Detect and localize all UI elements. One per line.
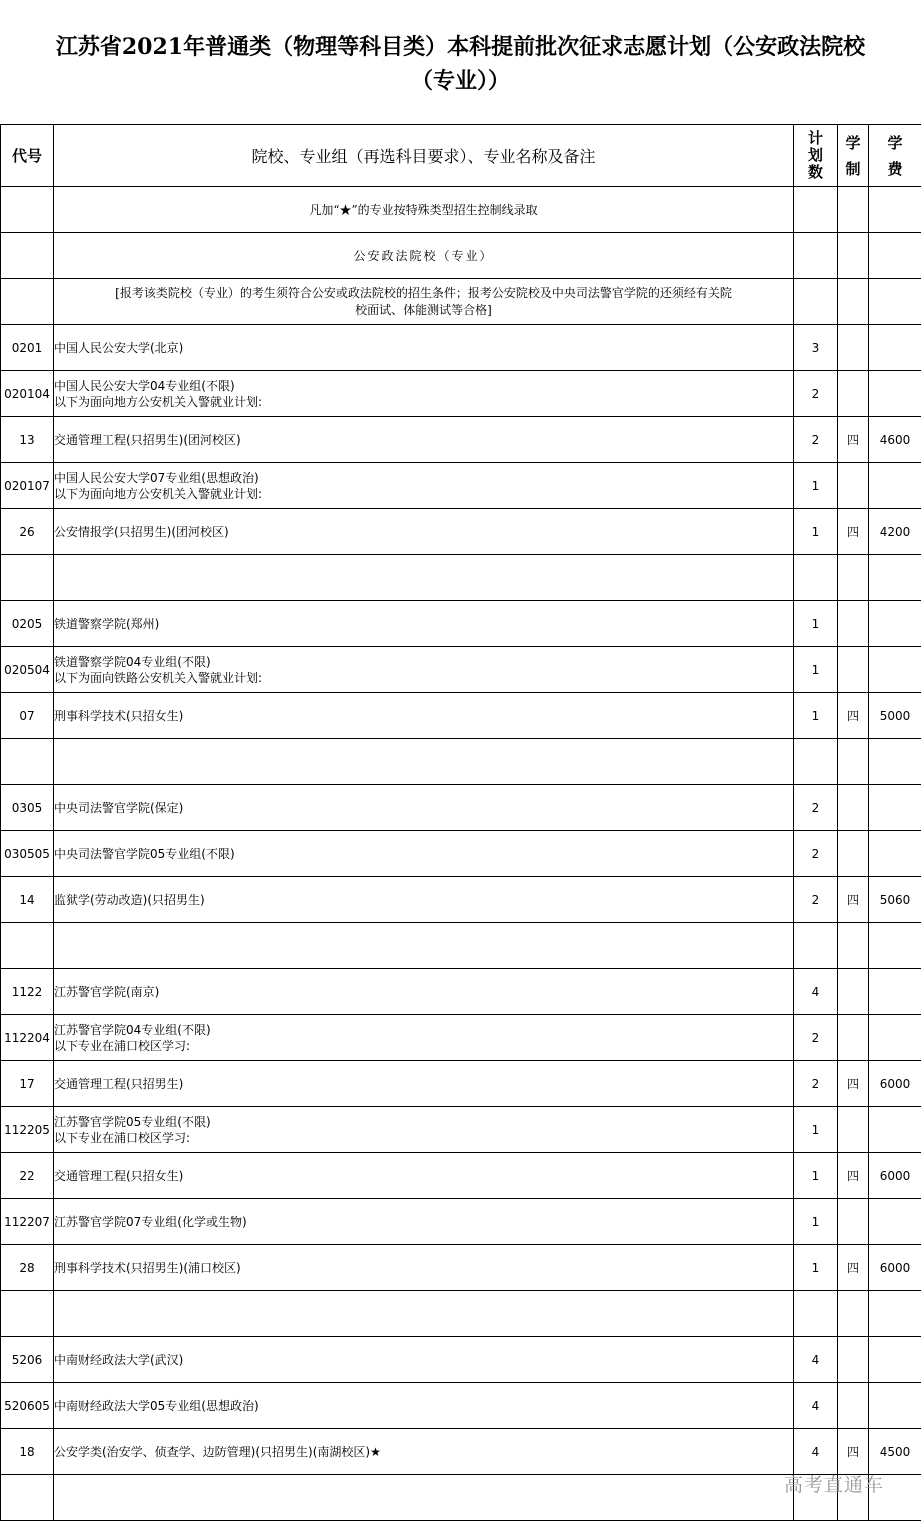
header-fee-char-2: 费 — [887, 159, 903, 178]
cell-name-line-2: 以下专业在浦口校区学习: — [54, 1130, 191, 1145]
cell-name-line-1: 中国人民公安大学07专业组(思想政治) — [54, 470, 259, 485]
table-row — [1, 1107, 921, 1153]
cell-name-line-1: 交通管理工程(只招男生)(团河校区) — [54, 432, 241, 447]
cell-fee — [869, 739, 921, 785]
cell-plan: 4 — [794, 1383, 838, 1429]
cell-plan: 1 — [794, 647, 838, 693]
cell-fee — [869, 1107, 921, 1153]
cell-duration: 四 — [838, 417, 869, 463]
cell-code: 07 — [1, 693, 54, 739]
header-plan-char-3: 数 — [807, 163, 823, 181]
cell-duration — [838, 969, 869, 1015]
cell-fee — [869, 371, 921, 417]
table-row — [1, 601, 921, 647]
table-row — [1, 739, 921, 785]
cell-fee — [869, 1199, 921, 1245]
cell-fee: 4500 — [869, 1429, 921, 1475]
cell-plan: 1 — [794, 601, 838, 647]
cell-name — [54, 1061, 794, 1107]
cell-name-line-1: 中国人民公安大学(北京) — [54, 340, 184, 355]
table-row — [1, 1383, 921, 1429]
cell-code: 112204 — [1, 1015, 54, 1061]
cell-name — [54, 969, 794, 1015]
table-row — [1, 371, 921, 417]
cell-code: 112207 — [1, 1199, 54, 1245]
cell-name-line-1: 铁道警察学院(郑州) — [54, 616, 160, 631]
cell-name — [54, 785, 794, 831]
cell-duration — [838, 601, 869, 647]
header-duration-char-1: 学 — [845, 133, 861, 152]
cell-name — [54, 647, 794, 693]
cell-fee — [869, 325, 921, 371]
cell-name — [54, 1153, 794, 1199]
cell-plan: 1 — [794, 693, 838, 739]
cell-name — [54, 509, 794, 555]
cell-plan: 4 — [794, 969, 838, 1015]
cell-plan: 1 — [794, 1153, 838, 1199]
cell-code: 112205 — [1, 1107, 54, 1153]
cell-name — [54, 877, 794, 923]
table-row — [1, 693, 921, 739]
cell-name — [54, 325, 794, 371]
admission-plan-table — [0, 124, 921, 1521]
cell-name-line-1: 铁道警察学院04专业组(不限) — [54, 654, 211, 669]
cell-code — [1, 555, 54, 601]
cell-code: 13 — [1, 417, 54, 463]
cell-name — [54, 371, 794, 417]
cell-name — [54, 1107, 794, 1153]
cell-name-line-1: 公安情报学(只招男生)(团河校区) — [54, 524, 229, 539]
cell-duration — [838, 1337, 869, 1383]
cell-fee — [869, 555, 921, 601]
requirement-line-1: [报考该类院校（专业）的考生须符合公安或政法院校的招生条件；报考公安院校及中央司法警官学院的还须经有关院 — [115, 285, 732, 300]
cell-code: 520605 — [1, 1383, 54, 1429]
cell-name-line-1: 中国人民公安大学04专业组(不限) — [54, 378, 235, 393]
cell-name-line-1: 公安学类(治安学、侦查学、边防管理)(只招男生)(南湖校区)★ — [54, 1444, 381, 1459]
table-row — [1, 1015, 921, 1061]
cell-code: 1122 — [1, 969, 54, 1015]
cell-duration: 四 — [838, 693, 869, 739]
cell-plan: 1 — [794, 1107, 838, 1153]
requirement-note — [54, 279, 794, 325]
title-line-1: 江苏省2021年普通类（物理等科目类）本科提前批次征求志愿计划（公安政法院校 — [55, 34, 866, 60]
star-note: 凡加“★”的专业按特殊类型招生控制线录取 — [54, 187, 794, 233]
cell-name — [54, 1015, 794, 1061]
table-row — [1, 647, 921, 693]
cell-name-line-1: 中南财经政法大学05专业组(思想政治) — [54, 1398, 259, 1413]
cell-fee: 5000 — [869, 693, 921, 739]
cell-duration — [838, 647, 869, 693]
cell-fee — [869, 1383, 921, 1429]
cell-name-line-1: 交通管理工程(只招男生) — [54, 1076, 184, 1091]
cell-name-line-1: 江苏警官学院04专业组(不限) — [54, 1022, 211, 1037]
cell-name — [54, 555, 794, 601]
header-plan — [794, 125, 838, 187]
cell-plan — [794, 923, 838, 969]
cell-code: 22 — [1, 1153, 54, 1199]
cell-plan: 2 — [794, 877, 838, 923]
cell-code: 020107 — [1, 463, 54, 509]
cell-duration — [838, 555, 869, 601]
cell-code: 020504 — [1, 647, 54, 693]
cell-name — [54, 463, 794, 509]
cell-name-line-1: 交通管理工程(只招女生) — [54, 1168, 184, 1183]
cell-name-line-1: 刑事科学技术(只招男生)(浦口校区) — [54, 1260, 241, 1275]
table-row — [1, 831, 921, 877]
cell-name — [54, 923, 794, 969]
cell-plan: 4 — [794, 1337, 838, 1383]
cell-name-line-1: 中央司法警官学院05专业组(不限) — [54, 846, 235, 861]
table-row — [1, 969, 921, 1015]
cell-code: 0201 — [1, 325, 54, 371]
cell-duration — [838, 739, 869, 785]
table-row — [1, 325, 921, 371]
cell-name-line-1: 刑事科学技术(只招女生) — [54, 708, 184, 723]
cell-fee — [869, 1291, 921, 1337]
table-row — [1, 1475, 921, 1521]
header-plan-char-2: 划 — [807, 146, 823, 164]
cell-fee — [869, 463, 921, 509]
cell-duration — [838, 1383, 869, 1429]
cell-code — [1, 1475, 54, 1521]
cell-code: 17 — [1, 1061, 54, 1107]
cell-name-line-1: 中南财经政法大学(武汉) — [54, 1352, 184, 1367]
cell-plan: 1 — [794, 509, 838, 555]
document-title — [0, 30, 921, 98]
cell-duration: 四 — [838, 877, 869, 923]
cell-name — [54, 831, 794, 877]
cell-name — [54, 693, 794, 739]
cell-plan: 1 — [794, 463, 838, 509]
table-row — [1, 1337, 921, 1383]
cell-code: 0205 — [1, 601, 54, 647]
cell-plan — [794, 555, 838, 601]
cell-name — [54, 1337, 794, 1383]
cell-fee: 4600 — [869, 417, 921, 463]
table-row — [1, 785, 921, 831]
cell-name-line-1: 中央司法警官学院(保定) — [54, 800, 184, 815]
table-row — [1, 1199, 921, 1245]
cell-fee: 6000 — [869, 1153, 921, 1199]
cell-name — [54, 601, 794, 647]
cell-name — [54, 1199, 794, 1245]
cell-fee — [869, 831, 921, 877]
cell-code: 020104 — [1, 371, 54, 417]
cell-duration: 四 — [838, 1153, 869, 1199]
table-row — [1, 1429, 921, 1475]
cell-name-line-1: 江苏警官学院07专业组(化学或生物) — [54, 1214, 247, 1229]
cell-duration — [838, 371, 869, 417]
cell-fee — [869, 785, 921, 831]
cell-code — [1, 923, 54, 969]
star-note-row — [1, 187, 921, 233]
cell-plan: 2 — [794, 1015, 838, 1061]
cell-duration: 四 — [838, 1061, 869, 1107]
table-header-row — [1, 125, 921, 187]
cell-name — [54, 1291, 794, 1337]
cell-name — [54, 1383, 794, 1429]
cell-code — [1, 1291, 54, 1337]
table-row — [1, 417, 921, 463]
cell-plan: 1 — [794, 1245, 838, 1291]
cell-code: 28 — [1, 1245, 54, 1291]
cell-fee — [869, 969, 921, 1015]
cell-code: 030505 — [1, 831, 54, 877]
cell-name-line-1: 江苏警官学院05专业组(不限) — [54, 1114, 211, 1129]
cell-code: 14 — [1, 877, 54, 923]
cell-plan: 2 — [794, 831, 838, 877]
cell-name-line-2: 以下为面向地方公安机关入警就业计划: — [54, 486, 263, 501]
cell-duration — [838, 1015, 869, 1061]
cell-plan — [794, 739, 838, 785]
cell-name-line-2: 以下为面向铁路公安机关入警就业计划: — [54, 670, 263, 685]
cell-duration: 四 — [838, 1245, 869, 1291]
cell-fee: 5060 — [869, 877, 921, 923]
cell-duration — [838, 463, 869, 509]
cell-code: 26 — [1, 509, 54, 555]
cell-duration: 四 — [838, 1429, 869, 1475]
cell-fee: 4200 — [869, 509, 921, 555]
cell-fee: 6000 — [869, 1061, 921, 1107]
cell-fee: 6000 — [869, 1245, 921, 1291]
table-row — [1, 509, 921, 555]
header-duration-char-2: 制 — [845, 159, 861, 178]
cell-duration — [838, 923, 869, 969]
header-fee — [869, 125, 921, 187]
table-row — [1, 877, 921, 923]
header-code: 代号 — [1, 125, 54, 187]
header-name: 院校、专业组（再选科目要求）、专业名称及备注 — [54, 125, 794, 187]
header-plan-char-1: 计 — [807, 129, 823, 147]
cell-fee — [869, 1015, 921, 1061]
table-row — [1, 1153, 921, 1199]
cell-name-line-1: 江苏警官学院(南京) — [54, 984, 160, 999]
cell-code: 0305 — [1, 785, 54, 831]
cell-plan: 4 — [794, 1429, 838, 1475]
cell-name — [54, 417, 794, 463]
table-row — [1, 555, 921, 601]
cell-duration — [838, 785, 869, 831]
table-row — [1, 1061, 921, 1107]
cell-duration — [838, 831, 869, 877]
cell-code — [1, 739, 54, 785]
cell-plan: 2 — [794, 785, 838, 831]
cell-duration — [838, 1107, 869, 1153]
cell-duration: 四 — [838, 509, 869, 555]
cell-duration — [838, 1199, 869, 1245]
cell-duration — [838, 1291, 869, 1337]
cell-plan: 2 — [794, 417, 838, 463]
cell-plan: 3 — [794, 325, 838, 371]
table-row — [1, 923, 921, 969]
header-fee-char-1: 学 — [887, 133, 903, 152]
cell-fee — [869, 601, 921, 647]
section-title: 公安政法院校（专业） — [54, 233, 794, 279]
cell-plan — [794, 1291, 838, 1337]
cell-code: 18 — [1, 1429, 54, 1475]
cell-name — [54, 1475, 794, 1521]
table-row — [1, 463, 921, 509]
section-title-row — [1, 233, 921, 279]
cell-code: 5206 — [1, 1337, 54, 1383]
cell-fee — [869, 923, 921, 969]
table-row — [1, 1245, 921, 1291]
cell-name-line-2: 以下为面向地方公安机关入警就业计划: — [54, 394, 263, 409]
cell-plan: 1 — [794, 1199, 838, 1245]
requirement-row — [1, 279, 921, 325]
cell-name-line-2: 以下专业在浦口校区学习: — [54, 1038, 191, 1053]
requirement-line-2: 校面试、体能测试等合格] — [355, 302, 492, 317]
cell-name — [54, 1245, 794, 1291]
cell-plan: 2 — [794, 1061, 838, 1107]
cell-name — [54, 1429, 794, 1475]
cell-fee — [869, 1337, 921, 1383]
table-row — [1, 1291, 921, 1337]
cell-duration — [838, 325, 869, 371]
title-line-2: （专业）） — [410, 68, 510, 94]
watermark: 高考直通车 — [784, 1474, 885, 1496]
cell-name-line-1: 监狱学(劳动改造)(只招男生) — [54, 892, 205, 907]
cell-fee — [869, 647, 921, 693]
cell-plan: 2 — [794, 371, 838, 417]
cell-name — [54, 739, 794, 785]
header-duration — [838, 125, 869, 187]
